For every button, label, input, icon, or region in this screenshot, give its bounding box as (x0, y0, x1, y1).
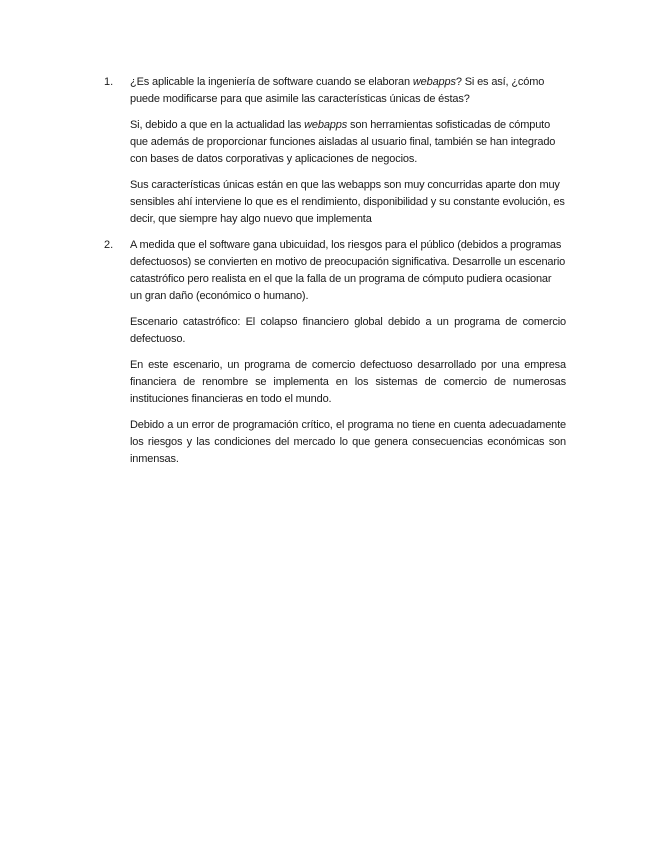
list-item-1 (104, 74, 566, 228)
answer-2-paragraph-1: Escenario catastrófico: El colapso financiero global debido a un programa de comercio defectuoso. (130, 316, 566, 345)
question-1 (130, 74, 566, 108)
answer-italic-term: webapps (304, 119, 348, 131)
question-italic-term: webapps (412, 76, 456, 88)
answer-2-paragraph-2: En este escenario, un programa de comercio defectuoso desarrollado por una empresa financiera de renombre se implementa en los sistemas de comercio de numerosas instituciones financieras en todo el mundo. (130, 359, 566, 405)
answer-1-paragraph-2: Sus características únicas están en que las webapps son muy concurridas aparte don muy sensibles ahí interviene lo que es el rendimiento, disponibilidad y su constante evolución, es decir, que siempre hay algo nuevo que implementa (130, 179, 565, 225)
answer-2-paragraph-3: Debido a un error de programación crítico, el programa no tiene en cuenta adecuadamente los riesgos y las condiciones del mercado lo que genera consecuencias económicas son inmensas. (130, 419, 566, 465)
answer-1-paragraph-1 (130, 117, 566, 168)
question-text: ¿Es aplicable la ingeniería de software cuando se elaboran (130, 76, 413, 88)
answer-text-end: son herramientas sofisticadas de cómputo que además de proporcionar funciones aisladas al usuario final, también se han integrado con bases de datos corporativas y aplicaciones de negocios. (130, 119, 556, 165)
question-text-end: ? Si es así, ¿cómo puede modificarse para que asimile las características únicas de éstas? (130, 76, 545, 105)
item-number: 2. (104, 239, 114, 251)
question-2: A medida que el software gana ubicuidad, los riesgos para el público (debidos a programas defectuosos) se convierten en motivo de preocupación significativa. Desarrolle un escenario catastrófico pero realista en el que la falla de un programa de cómputo pudiera ocasionar un gran daño (económico o humano). (130, 239, 566, 302)
item-number: 1. (104, 76, 114, 88)
list-item-2 (104, 237, 566, 468)
answer-text: Si, debido a que en la actualidad las (130, 119, 305, 131)
